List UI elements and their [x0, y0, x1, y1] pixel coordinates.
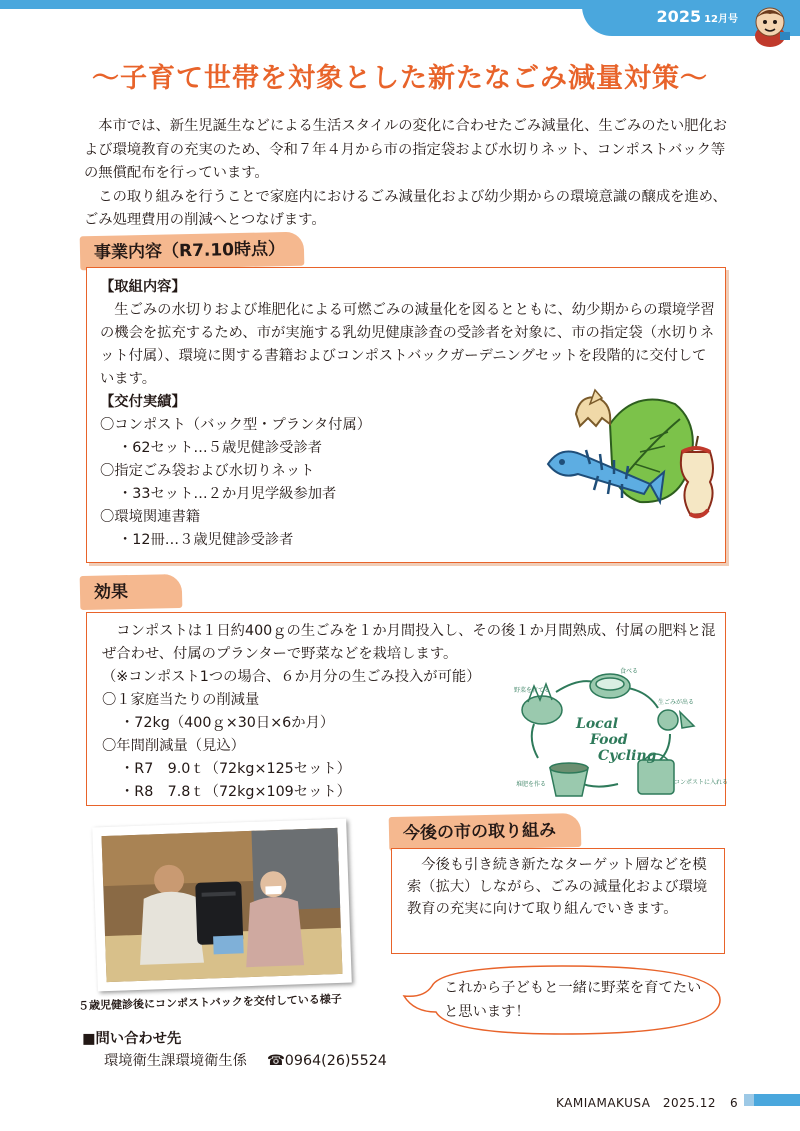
effect-body: コンポストは１日約400ｇの生ごみを１か月間投入し、その後１か月間熟成、付属の肥料と混ぜ合わせ、付属のプランターで野菜などを栽培します。 — [102, 623, 716, 662]
issue-month: 12月号 — [704, 14, 738, 25]
future-body: 今後も引き続き新たなターゲット層などを模索（拡大）しながら、ごみの減量化および環境教育の充実に向けて取り組んでいきます。 — [407, 857, 708, 917]
mascot-icon — [746, 2, 794, 48]
section-tab-business: 事業内容（R7.10時点） — [80, 232, 305, 271]
cycle-label: コンポストに入れる — [674, 779, 729, 786]
list-item: ・R7 9.0ｔ（72kg×125セット） — [120, 761, 351, 777]
photo-image — [102, 828, 343, 982]
section-tab-effect: 効果 — [80, 574, 183, 610]
list-item: 〇環境関連書籍 — [100, 509, 201, 525]
contact-heading: ■問い合わせ先 — [82, 1031, 182, 1047]
cycle-center-label: Food — [590, 732, 628, 748]
distribution-photo — [92, 819, 352, 992]
footer-publication: KAMIAMAKUSA 2025.12 — [556, 1096, 717, 1110]
cycle-label: 野菜を育てる — [514, 687, 551, 694]
issue-year: 2025 — [656, 7, 702, 26]
contact-phone: ☎0964(26)5524 — [266, 1053, 387, 1069]
intro-text — [84, 115, 734, 233]
footer — [556, 1094, 738, 1111]
photo-caption: ５歳児健診後にコンポストバックを交付している様子 — [77, 992, 342, 1013]
contact-department: 環境衛生課環境衛生係 — [104, 1053, 247, 1069]
list-item: ・62セット…５歳児健診受診者 — [118, 440, 323, 456]
food-waste-illustration — [540, 384, 720, 524]
intro-paragraph-2: この取り組みを行うことで家庭内におけるごみ減量化および幼少期からの環境意識の醸成を進め、ごみ処理費用の削減へとつなげます。 — [84, 188, 727, 228]
cycle-label: 食べる — [620, 668, 639, 675]
local-food-cycling-diagram — [498, 664, 729, 804]
speech-text: これから子どもと一緒に野菜を育てたいと思います！ — [444, 980, 702, 1020]
list-item: ・72kg（400ｇ×30日×6か月） — [120, 715, 335, 731]
business-heading-1: 【取組内容】 — [100, 279, 186, 295]
business-body: 生ごみの水切りおよび堆肥化による可燃ごみの減量化を図るとともに、幼少期からの環境学習の機会を拡充するため、市が実施する乳幼児健康診査の受診者を対象に、市の指定袋（水切りネット付属）、環境に関する書籍およびコンポストバックガーデニングセットを段階的に交付しています。 — [100, 302, 715, 387]
list-item: ・R8 7.8ｔ（72kg×109セット） — [120, 784, 351, 800]
intro-paragraph-1: 本市では、新生児誕生などによる生活スタイルの変化に合わせたごみ減量化、生ごみのたい肥化および環境教育の充実のため、令和７年４月から市の指定袋および水切りネット、コンポストバック等の無償配布を行っています。 — [84, 118, 728, 181]
page-title: ～子育て世帯を対象とした新たなごみ減量対策～ — [92, 63, 708, 94]
section-tab-future: 今後の市の取り組み — [389, 813, 582, 851]
list-item: 〇年間削減量（見込） — [102, 738, 245, 754]
contact-info — [104, 1050, 387, 1070]
cycle-center-label: Local — [576, 716, 619, 732]
future-content — [407, 854, 717, 920]
page-number: 6 — [730, 1096, 739, 1110]
list-item: ・12冊…３歳児健診受診者 — [118, 532, 294, 548]
list-item: 〇１家庭当たりの削減量 — [102, 692, 260, 708]
list-item: 〇指定ごみ袋および水切りネット — [100, 463, 315, 479]
footer-bar — [754, 1094, 800, 1106]
business-heading-2: 【交付実績】 — [100, 394, 186, 410]
list-item: 〇コンポスト（バック型・プランタ付属） — [100, 417, 372, 433]
list-item: ・33セット…２か月児学級参加者 — [118, 486, 337, 502]
cycle-label: 生ごみが出る — [658, 699, 695, 706]
cycle-label: 堆肥を作る — [516, 781, 547, 788]
effect-note: （※コンポスト1つの場合、６か月分の生ごみ投入が可能） — [102, 669, 481, 685]
cycle-center-label: Cycling — [598, 748, 657, 764]
issue-label — [657, 7, 738, 26]
